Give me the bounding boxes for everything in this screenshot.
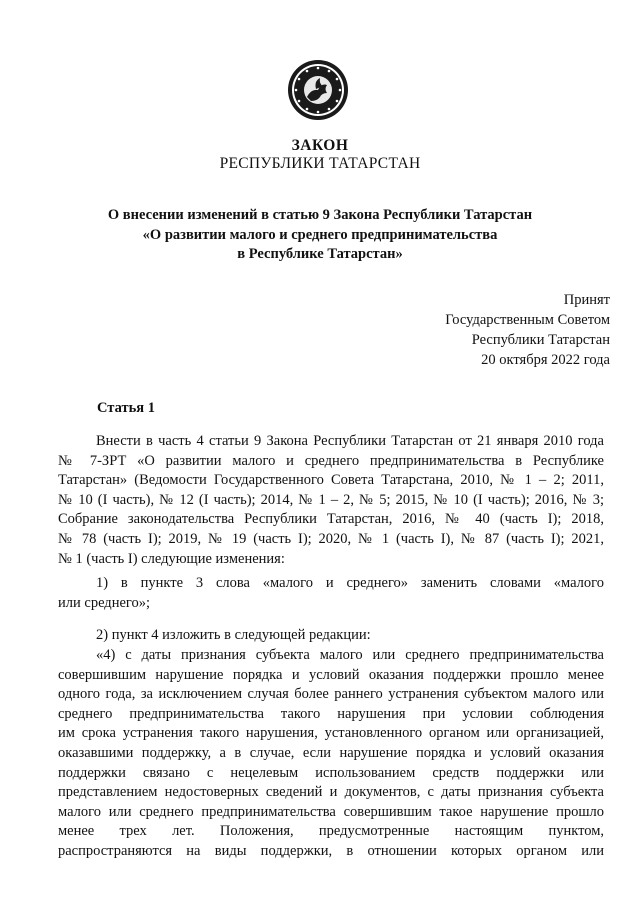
adoption-block (350, 290, 610, 370)
text-line: № 1 (часть I) следующие изменения: (58, 550, 285, 567)
text-line: «4) с даты признания субъекта малого или среднего предпринимательства (96, 647, 604, 663)
text-line: Внести в часть 4 статьи 9 Закона Республики Татарстан от 21 января 2010 года (96, 433, 604, 449)
heading-line: «О развитии малого и среднего предпринимательства (142, 226, 498, 243)
text-line: № 7-ЗРТ «О развитии малого и среднего предпринимательства в Республике (58, 452, 604, 469)
text-line: одного года, за исключением случая более раннего устранения субъектом малого или (58, 686, 604, 703)
text-line: среднего предпринимательства такого нарушения при условии соблюдения (58, 705, 604, 722)
paragraph-intro (58, 432, 604, 569)
adoption-date: 20 октября 2022 года (481, 352, 610, 368)
paragraph-item-4-text (58, 646, 604, 862)
text-line: № 78 (часть I); 2019, № 19 (часть I); 2020, № 1 (часть I), № 87 (часть I); 2021, (58, 530, 604, 547)
heading-line: в Республике Татарстан» (237, 246, 403, 262)
text-line: или среднего»; (58, 594, 150, 611)
article-title: Статья 1 (97, 400, 155, 416)
adoption-line: Государственным Советом (445, 312, 610, 328)
text-line: распространяются на виды поддержки, в отношении которых органом или (58, 842, 604, 859)
text-line: менее трех лет. Положения, предусмотренные настоящим пунктом, (58, 823, 604, 840)
text-line: представлением недостоверных сведений и документов, с даты признания субъекта (58, 784, 604, 801)
text-line: Собрание законодательства Республики Татарстан, 2016, № 40 (часть I); 2018, (58, 511, 604, 528)
law-title: ЗАКОН (291, 137, 349, 154)
law-subtitle: РЕСПУБЛИКИ ТАТАРСТАН (219, 155, 421, 172)
adoption-line: Республики Татарстан (471, 332, 610, 348)
text-line: малого или среднего предпринимательства совершившим такое нарушение прошло (58, 803, 604, 820)
text-line: 2) пункт 4 изложить в следующей редакции: (96, 627, 371, 643)
adoption-line: Принят (563, 292, 610, 308)
tatarstan-coat-of-arms-icon (287, 59, 349, 121)
text-line: оказавшими поддержку, а в случае, если нарушение порядка и условий оказания (58, 744, 604, 761)
text-line: совершившим нарушение порядка и условий оказания поддержки прошло менее (58, 666, 604, 683)
text-line: им срока устранения такого нарушения, установленного органом или организацией, (58, 725, 604, 742)
text-line: 1) в пункте 3 слова «малого и среднего» заменить словами «малого (96, 575, 604, 591)
text-line: Татарстан» (Ведомости Государственного Совета Татарстана, 2010, № 1 – 2; 2011, (58, 472, 604, 489)
law-heading (60, 206, 580, 265)
text-line: № 10 (I часть), № 12 (I часть); 2014, № 1 – 2, № 5; 2015, № 10 (I часть); 2016, № 3; (58, 491, 604, 508)
text-line: поддержки связано с нецелевым использованием средств поддержки или (58, 764, 604, 781)
paragraph-item-1 (58, 574, 604, 613)
heading-line: О внесении изменений в статью 9 Закона Республики Татарстан (107, 207, 533, 223)
paragraph-item-2 (58, 626, 604, 646)
